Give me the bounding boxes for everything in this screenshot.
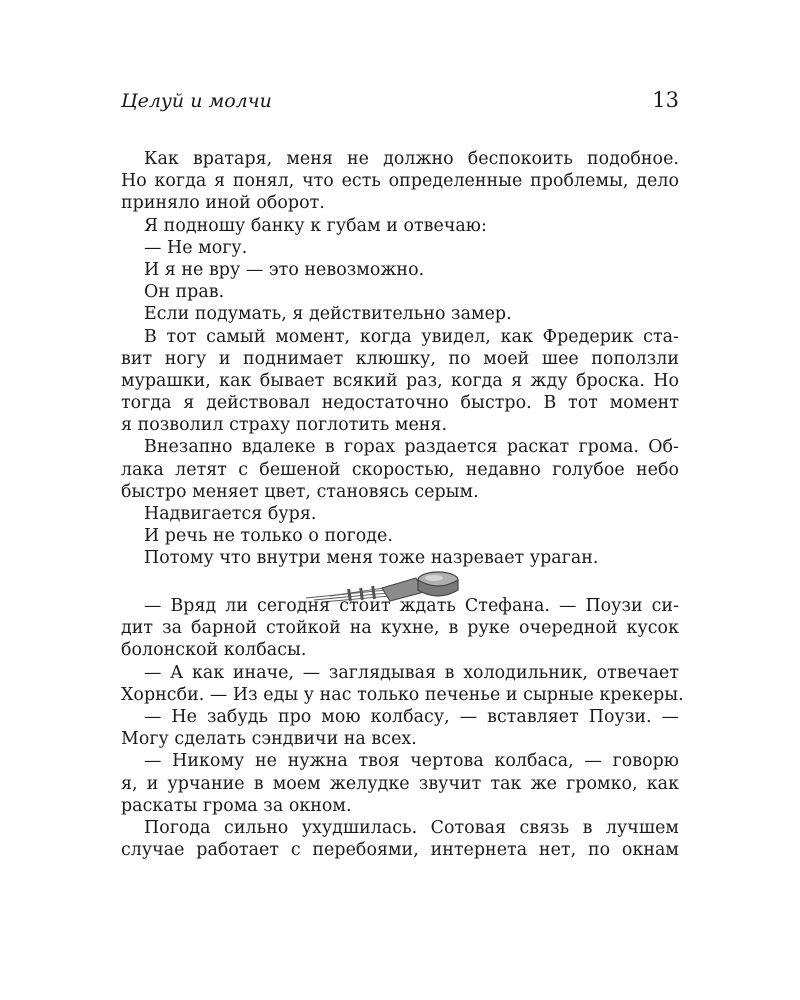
- text-line: — А как иначе, — заглядывая в холодильник, отвечает: [144, 662, 679, 683]
- text-line: — Никому не нужна твоя чертова колбаса, — говорю: [144, 751, 679, 772]
- text-line: я позволил страху поглотить меня.: [121, 415, 448, 436]
- text-block-after-ornament: [121, 595, 684, 861]
- text-line: И речь не только о погоде.: [144, 526, 393, 547]
- text-line: дит за барной стойкой на кухне, в руке очередной кусок: [121, 618, 679, 639]
- text-line: Но когда я понял, что есть определенные проблемы, дело: [121, 171, 679, 192]
- text-line: Он прав.: [144, 282, 225, 303]
- text-line: Как вратаря, меня не должно беспокоить подобное.: [144, 149, 679, 169]
- text-line: Я подношу банку к губам и отвечаю:: [144, 215, 487, 236]
- text-line: Могу сделать сэндвичи на всех.: [121, 729, 417, 750]
- text-line: — Не забудь про мою колбасу, — вставляет Поузи. —: [144, 706, 679, 727]
- text-line: — Не могу.: [144, 237, 248, 258]
- text-block-before-ornament: [121, 148, 679, 570]
- ornament-puck-shine: [425, 575, 443, 581]
- page-number: 13: [652, 88, 679, 112]
- text-line: Внезапно вдалеке в горах раздается раскат грома. Об-: [144, 437, 679, 458]
- text-line: быстро меняет цвет, становясь серым.: [121, 481, 479, 502]
- text-line: Погода сильно ухудшилась. Сотовая связь в лучшем: [144, 817, 679, 838]
- text-line: вит ногу и поднимает клюшку, по моей шее поползли: [121, 348, 679, 369]
- text-line: Потому что внутри меня тоже назревает ураган.: [144, 548, 599, 569]
- text-line: тогда я действовал недостаточно быстро. В тот момент: [121, 393, 679, 414]
- text-line: раскаты грома за окном.: [121, 795, 352, 816]
- running-head: [121, 90, 679, 118]
- text-line: И я не вру — это невозможно.: [144, 259, 425, 280]
- text-line: случае работает с перебоями, интернета нет, по окнам: [121, 840, 679, 861]
- text-line: лака летят с бешеной скоростью, недавно голубое небо: [121, 459, 679, 480]
- text-line: я, и урчание в моем желудке звучит так же громко, как: [121, 773, 679, 794]
- running-title: Целуй и молчи: [121, 90, 272, 112]
- text-line: — Вряд ли сегодня стоит ждать Стефана. — Поузи си-: [144, 596, 679, 616]
- text-line: Если подумать, я действительно замер.: [144, 304, 512, 325]
- text-line: В тот самый момент, когда увидел, как Фредерик ста-: [144, 326, 679, 347]
- text-line: приняло иной оборот.: [121, 193, 325, 214]
- text-line: мурашки, как бывает всякий раз, когда я жду броска. Но: [121, 370, 679, 391]
- text-line: Хорнсби. — Из еды у нас только печенье и сырные крекеры.: [121, 684, 684, 705]
- text-line: Надвигается буря.: [144, 504, 317, 524]
- text-line: болонской колбасы.: [121, 640, 307, 661]
